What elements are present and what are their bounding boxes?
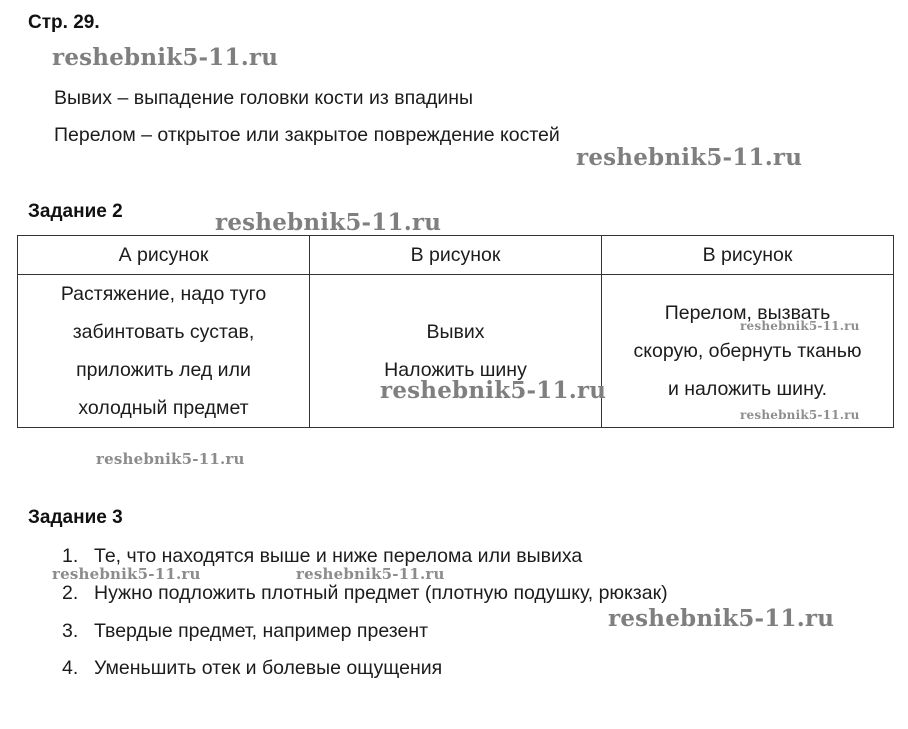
list-item-number: 3. xyxy=(62,620,79,642)
watermark: reshebnik5-11.ru xyxy=(52,44,279,71)
table-header-cell-b: В рисунок xyxy=(310,236,602,275)
cell-line: забинтовать сустав, xyxy=(72,321,255,343)
list-item xyxy=(62,620,428,643)
watermark: reshebnik5-11.ru xyxy=(380,377,607,404)
cell-line: Наложить шину xyxy=(384,359,527,381)
watermark: reshebnik5-11.ru xyxy=(740,408,860,422)
watermark: reshebnik5-11.ru xyxy=(96,450,245,468)
list-item xyxy=(62,582,668,605)
list-item-number: 4. xyxy=(62,657,79,679)
task2-heading: Задание 2 xyxy=(28,201,123,222)
list-item-number: 1. xyxy=(62,545,79,567)
definition-dislocation: Вывих – выпадение головки кости из впадины xyxy=(54,87,474,109)
definition-fracture: Перелом – открытое или закрытое повреждение костей xyxy=(54,124,560,146)
table-cell-sprain xyxy=(18,275,310,428)
list-item-number: 2. xyxy=(62,582,79,604)
cell-line: холодный предмет xyxy=(78,397,249,419)
cell-line: и наложить шину. xyxy=(667,378,828,400)
watermark: reshebnik5-11.ru xyxy=(576,144,803,171)
cell-line: Перелом, вызвать xyxy=(664,302,831,324)
watermark: reshebnik5-11.ru xyxy=(215,209,442,236)
task3-heading: Задание 3 xyxy=(28,507,123,528)
watermark: reshebnik5-11.ru xyxy=(296,565,445,583)
cell-line: Вывих xyxy=(426,321,485,343)
table-header-cell-a: А рисунок xyxy=(18,236,310,275)
list-item xyxy=(62,657,442,680)
list-item-text: Твердые предмет, например презент xyxy=(94,620,429,642)
table-cell-fracture xyxy=(602,275,894,428)
list-item-text: Те, что находятся выше и ниже перелома или вывиха xyxy=(94,545,583,567)
list-item-text: Нужно подложить плотный предмет (плотную подушку, рюкзак) xyxy=(94,582,668,604)
watermark: reshebnik5-11.ru xyxy=(608,605,835,632)
cell-line: скорую, обернуть тканью xyxy=(633,340,862,362)
table-body-row xyxy=(18,275,894,428)
page-label: Стр. 29. xyxy=(28,12,100,33)
cell-line: приложить лед или xyxy=(76,359,251,381)
watermark: reshebnik5-11.ru xyxy=(740,319,860,333)
table-header-row xyxy=(18,236,894,275)
list-item-text: Уменьшить отек и болевые ощущения xyxy=(94,657,443,679)
table-cell-dislocation xyxy=(310,275,602,428)
table-header-cell-c: В рисунок xyxy=(602,236,894,275)
cell-line: Растяжение, надо туго xyxy=(60,283,267,305)
watermark: reshebnik5-11.ru xyxy=(52,565,201,583)
